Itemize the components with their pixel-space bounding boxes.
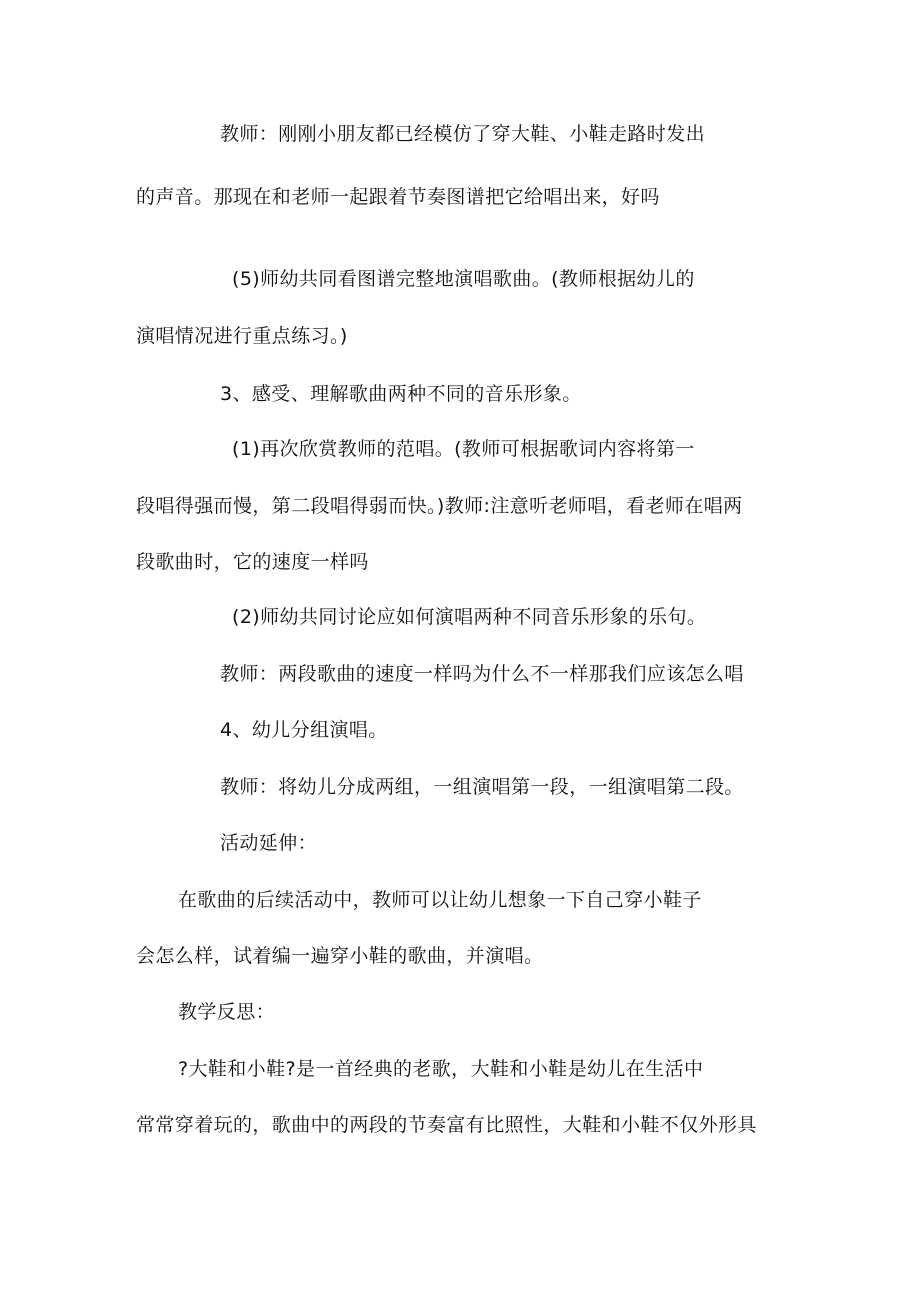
text-line: 3、感受、理解歌曲两种不同的音乐形象。 <box>220 383 582 405</box>
text-line: 教学反思： <box>178 1001 276 1023</box>
text-line: 演唱情况进行重点练习。) <box>136 325 348 347</box>
text-line: 常常穿着玩的，歌曲中的两段的节奏富有比照性，大鞋和小鞋不仅外形具 <box>136 1114 757 1136</box>
text-line: 教师：两段歌曲的速度一样吗为什么不一样那我们应该怎么唱 <box>220 663 744 685</box>
text-line: 段歌曲时，它的速度一样吗 <box>136 551 369 573</box>
text-line: 段唱得强而慢，第二段唱得弱而快。)教师:注意听老师唱，看老师在唱两 <box>136 495 743 517</box>
text-line: (1)再次欣赏教师的范唱。(教师可根据歌词内容将第一 <box>232 438 695 460</box>
text-line: (5)师幼共同看图谱完整地演唱歌曲。(教师根据幼儿的 <box>232 268 695 290</box>
text-line: 教师：将幼儿分成两组，一组演唱第一段，一组演唱第二段。 <box>220 776 744 798</box>
text-line: 教师：刚刚小朋友都已经模仿了穿大鞋、小鞋走路时发出 <box>220 123 706 145</box>
text-line: 的声音。那现在和老师一起跟着节奏图谱把它给唱出来，好吗 <box>136 186 660 208</box>
text-line: 会怎么样，试着编一遍穿小鞋的歌曲，并演唱。 <box>136 945 544 967</box>
text-line: (2)师幼共同讨论应如何演唱两种不同音乐形象的乐句。 <box>232 606 707 628</box>
text-line: 活动延伸： <box>220 832 318 854</box>
text-line: ?大鞋和小鞋?是一首经典的老歌，大鞋和小鞋是幼儿在生活中 <box>178 1058 704 1080</box>
text-line: 4、幼儿分组演唱。 <box>220 719 388 741</box>
text-line: 在歌曲的后续活动中，教师可以让幼儿想象一下自己穿小鞋子 <box>178 889 702 911</box>
